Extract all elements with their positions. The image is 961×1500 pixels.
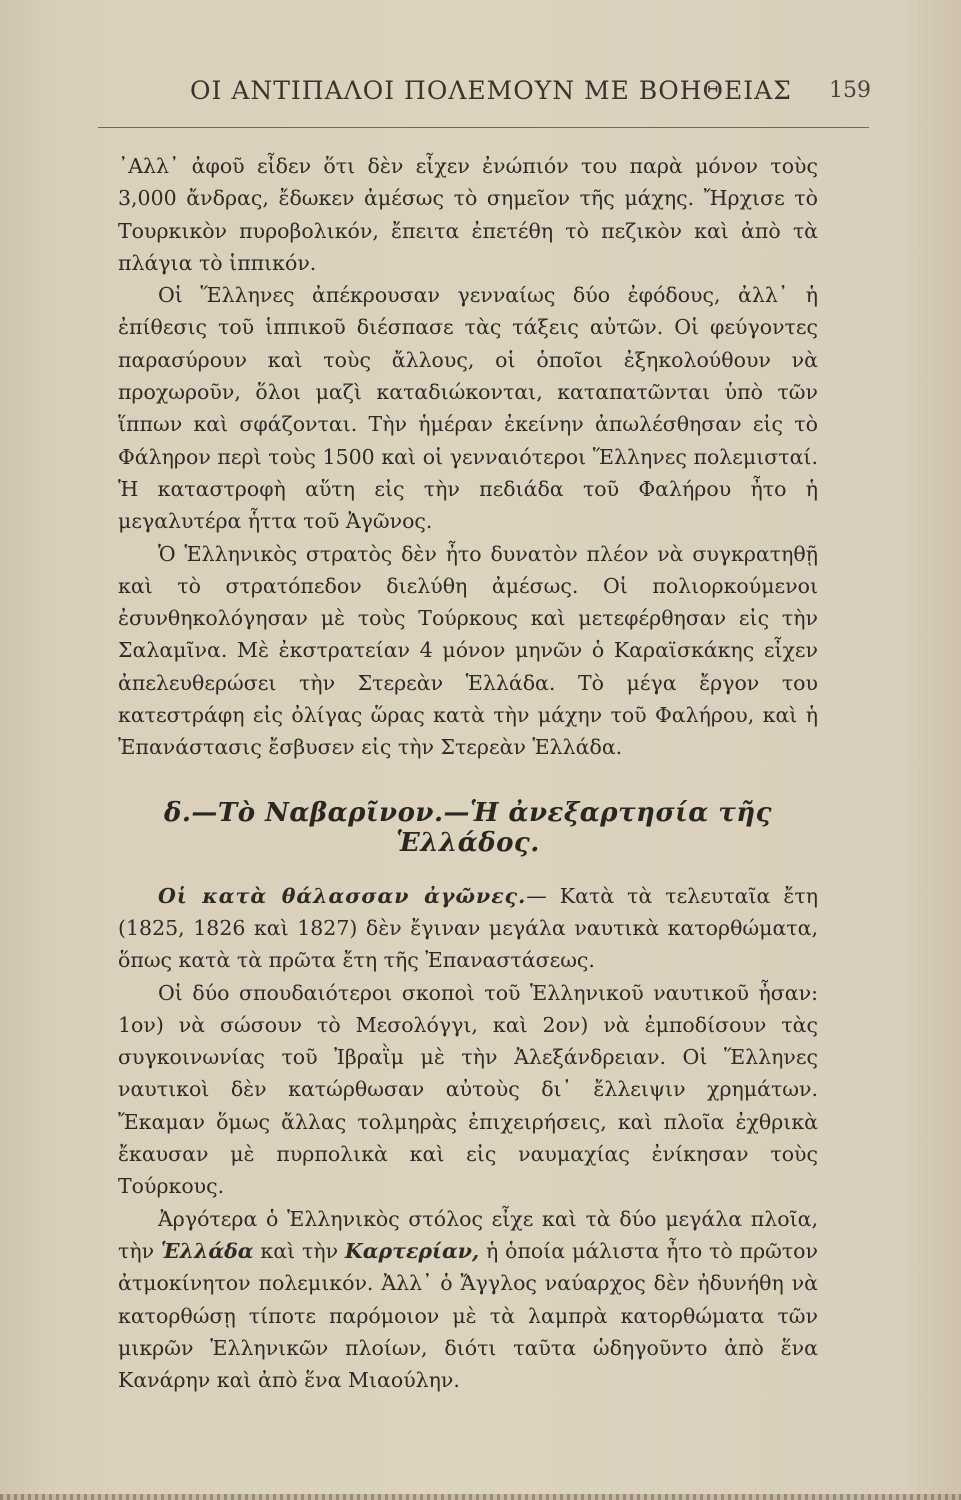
fleet-text-start: Ἀργότερα ὁ Ἑλληνικὸς στόλος εἶχε καὶ τὰ δύο μεγάλα πλοῖα, τὴν xyxy=(118,1206,818,1263)
paragraph-1: ᾿Αλλ᾿ ἀφοῦ εἶδεν ὅτι δὲν εἶχεν ἐνώπιόν του παρὰ μόνον τοὺς 3,000 ἄνδρας, ἔδωκεν ἀμέσως τὸ σημεῖον τῆς μάχης. Ἤρχισε τὸ Τουρκικὸν πυροβολικόν, ἔπειτα ἐπετέθη τὸ πεζικὸν καὶ ἀπὸ τὰ πλάγια τὸ ἱππικόν. xyxy=(118,154,818,275)
ship-name-hellas: Ἑλλάδα xyxy=(160,1238,254,1263)
paragraph-naval-goals: Οἱ δύο σπουδαιότεροι σκοποὶ τοῦ Ἑλληνικοῦ ναυτικοῦ ἦσαν: 1ον) νὰ σώσουν τὸ Μεσολόγγι, καὶ 2ον) νὰ ἐμποδίσουν τὰς συγκοινωνίας τοῦ Ἰβραῒμ μὲ τὴν Ἀλεξάνδρειαν. Οἱ Ἕλληνες ναυτικοὶ δὲν κατώρθωσαν αὐτοὺς δι᾿ ἔλλειψιν χρημάτων. Ἔκαμαν ὅμως ἄλλας τολμηρὰς ἐπιχειρήσεις, καὶ πλοῖα ἐχθρικὰ ἔκαυσαν μὲ πυρπολικὰ καὶ εἰς ναυμαχίας ἐνίκησαν τοὺς Τούρκους. xyxy=(118,980,818,1199)
paragraph-2: Οἱ Ἕλληνες ἀπέκρουσαν γενναίως δύο ἐφόδους, ἀλλ᾿ ἡ ἐπίθεσις τοῦ ἱππικοῦ διέσπασε τὰς τάξεις αὐτῶν. Οἱ φεύγοντες παρασύρουν καὶ τοὺς ἄλλους, οἱ ὁποῖοι ἐξηκολούθουν νὰ προχωροῦν, ὅλοι μαζὶ καταδιώκονται, καταπατῶνται ὑπὸ τῶν ἵππων καὶ σφάζονται. Τὴν ἡμέραν ἐκείνην ἀπωλέσθησαν εἰς τὸ Φάληρον περὶ τοὺς 1500 καὶ οἱ γενναιότεροι Ἕλληνες πολεμισταί. Ἡ καταστροφὴ αὕτη εἰς τὴν πεδιάδα τοῦ Φαλήρου ἦτο ἡ μεγαλυτέρα ἧττα τοῦ Ἀγῶνος. xyxy=(118,283,818,534)
subsection-paragraph xyxy=(118,880,818,977)
body-text xyxy=(118,150,818,1396)
section-heading: δ.—Τὸ Ναβαρῖνον.—Ἡ ἀνεξαρτησία τῆς Ἑλλάδος. xyxy=(163,797,773,858)
page-number: 159 xyxy=(829,78,871,103)
running-title: ΟΙ ΑΝΤΙΠΑΛΟΙ ΠΟΛΕΜΟΥΝ ΜΕ ΒΟΗΘΕΙΑΣ xyxy=(190,76,792,105)
subsection-text: — Κατὰ τὰ τελευταῖα ἔτη (1825, 1826 καὶ 1827) δὲν ἔγιναν μεγάλα ναυτικὰ κατορθώματα, ὅπως κατὰ τὰ πρῶτα ἔτη τῆς Ἐπαναστάσεως. xyxy=(118,883,818,973)
subsection-label: Οἱ κατὰ θάλασσαν ἀγῶνες. xyxy=(158,883,527,908)
page-bottom-edge xyxy=(0,1494,961,1500)
paragraph-fleet xyxy=(118,1203,818,1397)
page-header xyxy=(90,76,871,116)
ship-name-karteria: Καρτερίαν, xyxy=(344,1238,480,1263)
paragraph-3: Ὁ Ἑλληνικὸς στρατὸς δὲν ἦτο δυνατὸν πλέον νὰ συγκρατηθῇ καὶ τὸ στρατόπεδον διελύθη ἀμέσως. Οἱ πολιορκούμενοι ἐσυνθηκολόγησαν μὲ τοὺς Τούρκους καὶ μετεφέρθησαν εἰς τὴν Σαλαμῖνα. Μὲ ἐκστρατείαν 4 μόνον μηνῶν ὁ Καραϊσκάκης εἶχεν ἀπελευθερώσει τὴν Στερεὰν Ἑλλάδα. Τὸ μέγα ἔργον του κατεστράφη εἰς ὀλίγας ὥρας κατὰ τὴν μάχην τοῦ Φαλήρου, καὶ ἡ Ἐπανάστασις ἔσβυσεν εἰς τὴν Στερεὰν Ἑλλάδα. xyxy=(118,541,818,760)
fleet-text-end: ἡ ὁποία μάλιστα ἦτο τὸ πρῶτον ἀτμοκίνητον πολεμικόν. Ἀλλ᾿ ὁ Ἄγγλος ναύαρχος δὲν ἠδυνήθη νὰ κατορθώσῃ τίποτε παρόμοιον μὲ τὰ λαμπρὰ κατορθώματα τῶν μικρῶν Ἑλληνικῶν πλοίων, διότι ταῦτα ὡδηγοῦντο ἀπὸ ἕνα Κανάρην καὶ ἀπὸ ἕνα Μιαούλην. xyxy=(118,1238,818,1393)
header-rule xyxy=(98,127,869,128)
fleet-text-mid: καὶ τὴν xyxy=(253,1238,345,1263)
